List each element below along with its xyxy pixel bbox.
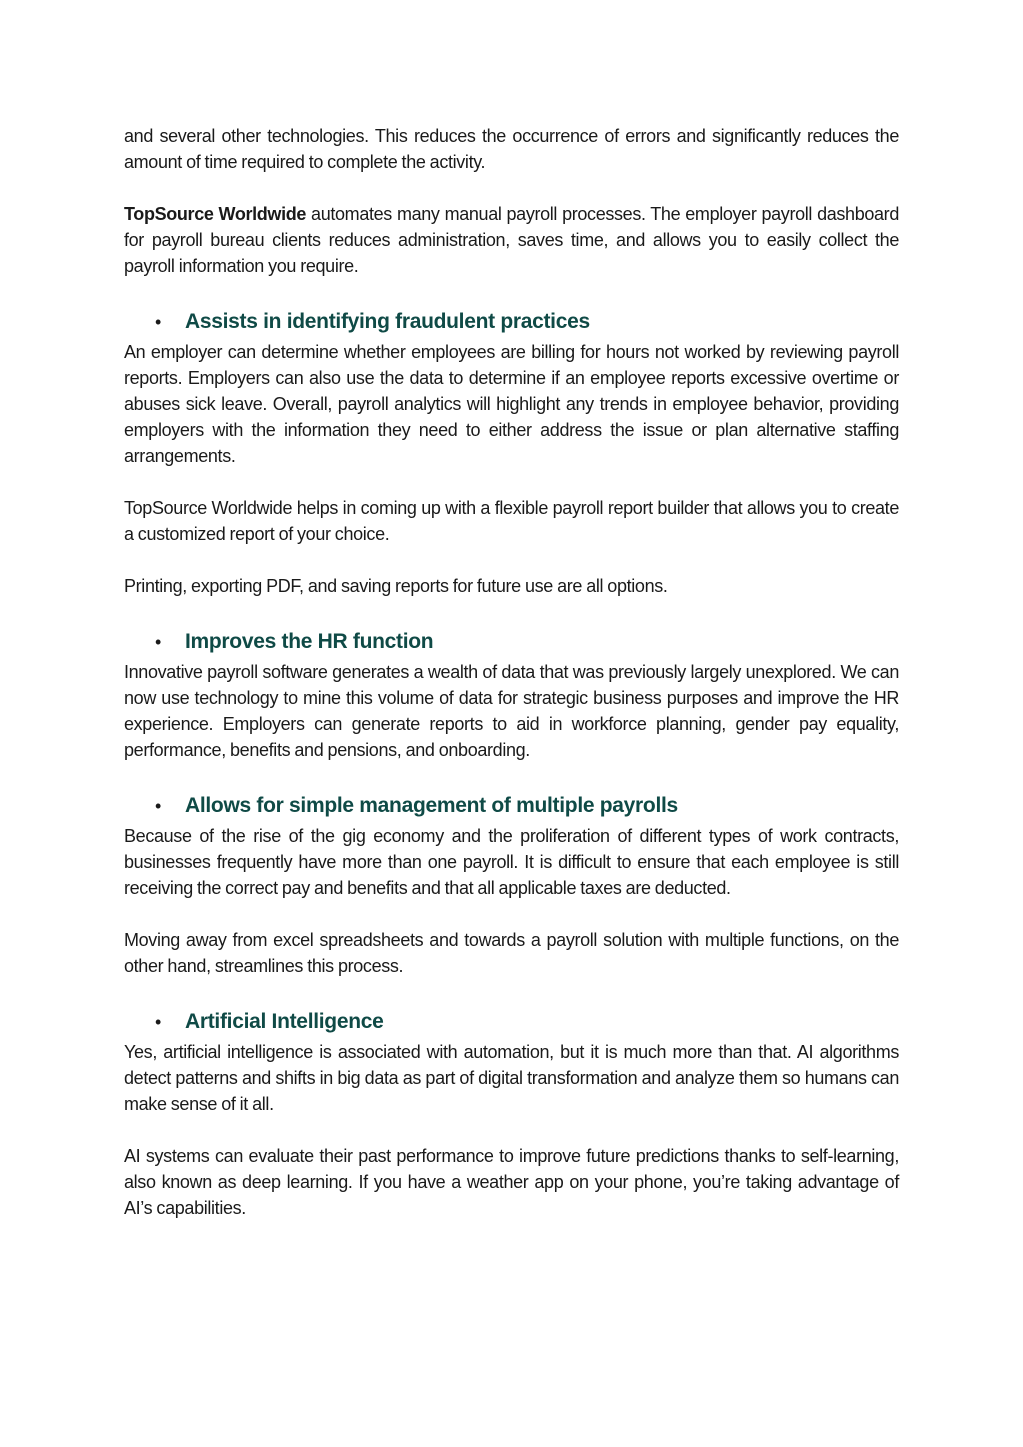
section-paragraph: AI systems can evaluate their past performance to improve future predictions thanks to self-learning, also known as deep learning. If you have a weather app on your phone, you’re taking advantage of AI’s capabilities. <box>124 1146 899 1218</box>
section-artificial-intelligence <box>124 1008 899 1221</box>
bullet-icon: • <box>155 632 162 652</box>
section-fraud <box>124 308 899 599</box>
section-hr-function <box>124 628 899 763</box>
topsource-paragraph-text: automates many manual payroll processes. The employer payroll dashboard for payroll bureau clients reduces administration, saves time, and allows you to easily collect the payroll information you require. <box>124 204 899 276</box>
section-paragraph: Printing, exporting PDF, and saving reports for future use are all options. <box>124 576 668 596</box>
brand-name: TopSource Worldwide <box>124 204 307 224</box>
section-paragraph: An employer can determine whether employees are billing for hours not worked by reviewing payroll reports. Employers can also use the data to determine if an employee reports excessive overtime or abuses sick leave. Overall, payroll analytics will highlight any trends in employee behavior, providing employers with the information they need to either address the issue or plan alternative staffing arrangements. <box>124 342 899 466</box>
section-multiple-payrolls <box>124 792 899 979</box>
section-heading <box>124 1008 899 1036</box>
section-heading-text: Artificial Intelligence <box>185 1010 384 1033</box>
section-heading <box>124 628 899 656</box>
section-paragraph: Moving away from excel spreadsheets and towards a payroll solution with multiple functions, on the other hand, streamlines this process. <box>124 930 899 976</box>
bullet-icon: • <box>155 1012 162 1032</box>
topsource-paragraph <box>124 201 899 279</box>
section-heading <box>124 792 899 820</box>
intro-paragraph: and several other technologies. This reduces the occurrence of errors and significantly reduces the amount of time required to complete the activity. <box>124 126 899 172</box>
bullet-icon: • <box>155 312 162 332</box>
section-heading-text: Assists in identifying fraudulent practices <box>185 310 590 333</box>
section-paragraph: Yes, artificial intelligence is associated with automation, but it is much more than that. AI algorithms detect patterns and shifts in big data as part of digital transformation and analyze them so humans can make sense of it all. <box>124 1042 899 1114</box>
document-page <box>124 123 899 1221</box>
section-paragraph: Because of the rise of the gig economy and the proliferation of different types of work contracts, businesses frequently have more than one payroll. It is difficult to ensure that each employee is still receiving the correct pay and benefits and that all applicable taxes are deducted. <box>124 826 899 898</box>
section-heading-text: Improves the HR function <box>185 630 434 653</box>
section-paragraph: Innovative payroll software generates a wealth of data that was previously largely unexplored. We can now use technology to mine this volume of data for strategic business purposes and improve the HR experience. Employers can generate reports to aid in workforce planning, gender pay equality, performance, benefits and pensions, and onboarding. <box>124 662 899 760</box>
section-heading <box>124 308 899 336</box>
section-paragraph: TopSource Worldwide helps in coming up with a flexible payroll report builder that allows you to create a customized report of your choice. <box>124 498 899 544</box>
bullet-icon: • <box>155 796 162 816</box>
section-heading-text: Allows for simple management of multiple payrolls <box>185 794 678 817</box>
